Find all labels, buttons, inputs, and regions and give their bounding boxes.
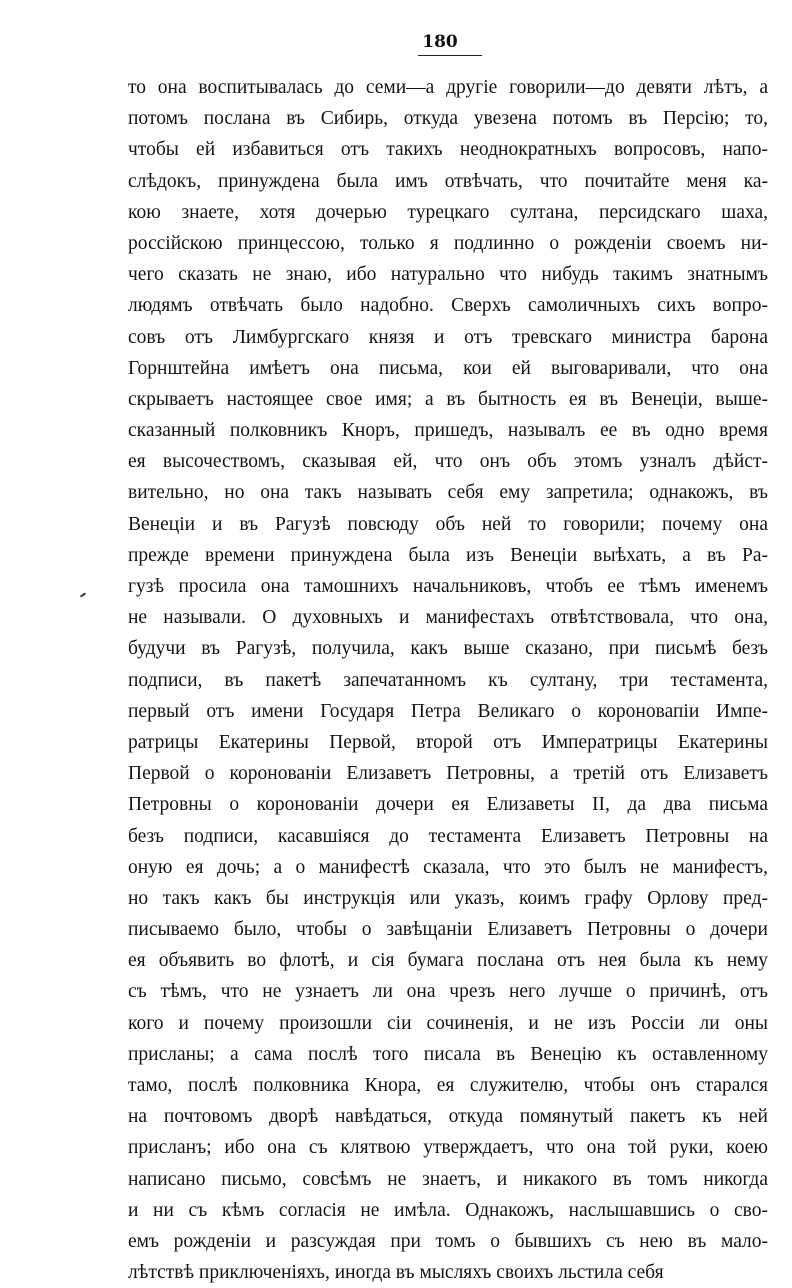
text-line: тамо, послѣ полковника Кнора, ея служителю, чтобы онъ старался — [128, 1075, 768, 1096]
text-line: россійскою принцессою, только я подлинно о рожденіи своемъ ни- — [128, 232, 768, 254]
text-line: Первой о коронованіи Елизаветъ Петровны, а третій отъ Елизаветъ — [128, 763, 768, 785]
text-line: оную ея дочь; а о манифестѣ сказала, что это былъ не манифестъ, — [128, 856, 768, 878]
text-line: безъ подписи, касавшіяся до тестамента Елизаветъ Петровны на — [128, 825, 768, 847]
text-line: будучи въ Рагузѣ, получила, какъ выше сказано, при письмѣ безъ — [128, 638, 768, 660]
text-line: ратрицы Екатерины Первой, второй отъ Императрицы Екатерины — [128, 731, 768, 753]
text-line: вительно, но она такъ называть себя ему запретила; однакожъ, въ — [128, 482, 768, 504]
text-line: то она воспитывалась до семи—а другіе говорили—до девяти лѣтъ, а — [128, 77, 768, 98]
text-line: Венеціи и въ Рагузѣ повсюду объ ней то говорили; почему она — [128, 513, 768, 535]
text-line: совъ отъ Лимбургскаго князя и отъ тревскаго министра барона — [128, 326, 768, 348]
text-line: чего сказать не знаю, ибо натурально что нибудь такимъ знатнымъ — [128, 264, 768, 286]
text-line: емъ рожденіи и разсуждая при томъ о бывшихъ съ нею въ мало- — [128, 1230, 768, 1252]
text-line: лѣтствѣ приключеніяхъ, иногда въ мысляхъ своихъ льстила себя — [128, 1262, 664, 1284]
text-line: Петровны о коронованіи дочери ея Елизаветы II, да два письма — [128, 794, 768, 816]
text-line: людямъ отвѣчать было надобно. Сверхъ самоличныхъ сихъ вопро- — [128, 295, 768, 317]
text-line: съ тѣмъ, что не узнаетъ ли она чрезъ него лучше о причинѣ, отъ — [128, 981, 768, 1003]
text-line: на почтовомъ дворѣ навѣдаться, откуда помянутый пакетъ къ ней — [128, 1106, 768, 1128]
text-line: потомъ послана въ Сибирь, откуда увезена потомъ въ Персію; то, — [128, 108, 768, 130]
body-text — [128, 72, 768, 1288]
text-line: подписи, въ пакетѣ запечатанномъ къ султану, три тестамента, — [128, 669, 768, 691]
text-line: не называли. О духовныхъ и манифестахъ отвѣтствовала, что она, — [128, 607, 768, 629]
text-line: чтобы ей избавиться отъ такихъ неоднократныхъ вопросовъ, напо- — [128, 139, 768, 161]
header-rule — [418, 55, 482, 56]
text-line: прежде времени принуждена была изъ Венеціи выѣхать, а въ Ра- — [128, 544, 768, 566]
text-line: писываемо было, чтобы о завѣщаніи Елизаветъ Петровны о дочери — [128, 919, 768, 941]
text-line: присланы; а сама послѣ того писала въ Венецію къ оставленному — [128, 1043, 768, 1065]
page-number: 180 — [422, 32, 458, 52]
margin-mark — [80, 592, 86, 597]
text-line: кою знаете, хотя дочерью турецкаго султана, персидскаго шаха, — [128, 201, 768, 223]
text-line: ея объявить во флотѣ, и сія бумага послана отъ нея была къ нему — [128, 950, 768, 972]
text-line: но такъ какъ бы инструкція или указъ, коимъ графу Орлову пред- — [128, 887, 768, 909]
text-line: Горнштейна имѣетъ она письма, кои ей выговаривали, что она — [128, 357, 768, 379]
text-line: сказанный полковникъ Кноръ, пришедъ, называлъ ее въ одно время — [128, 420, 768, 442]
text-line: слѣдокъ, принуждена была имъ отвѣчать, что почитайте меня ка- — [128, 170, 768, 192]
text-line: скрываетъ настоящее свое имя; а въ бытность ея въ Венеціи, выше- — [128, 388, 768, 410]
text-line: написано письмо, совсѣмъ не знаетъ, и никакого въ томъ никогда — [128, 1168, 768, 1190]
text-line: присланъ; ибо она съ клятвою утверждаетъ, что она той руки, коею — [128, 1137, 768, 1159]
text-line: гузѣ просила она тамошнихъ начальниковъ, чтобъ ее тѣмъ именемъ — [128, 576, 768, 597]
text-line: ея высочествомъ, сказывая ей, что онъ объ этомъ узналъ дѣйст- — [128, 451, 768, 473]
text-line: кого и почему произошли сіи сочиненія, и не изъ Россіи ли оны — [128, 1012, 768, 1034]
text-line: и ни съ кѣмъ согласія не имѣла. Однакожъ, наслышавшись о сво- — [128, 1199, 768, 1221]
text-line: первый отъ имени Государя Петра Великаго о короновапіи Импе- — [128, 700, 768, 722]
